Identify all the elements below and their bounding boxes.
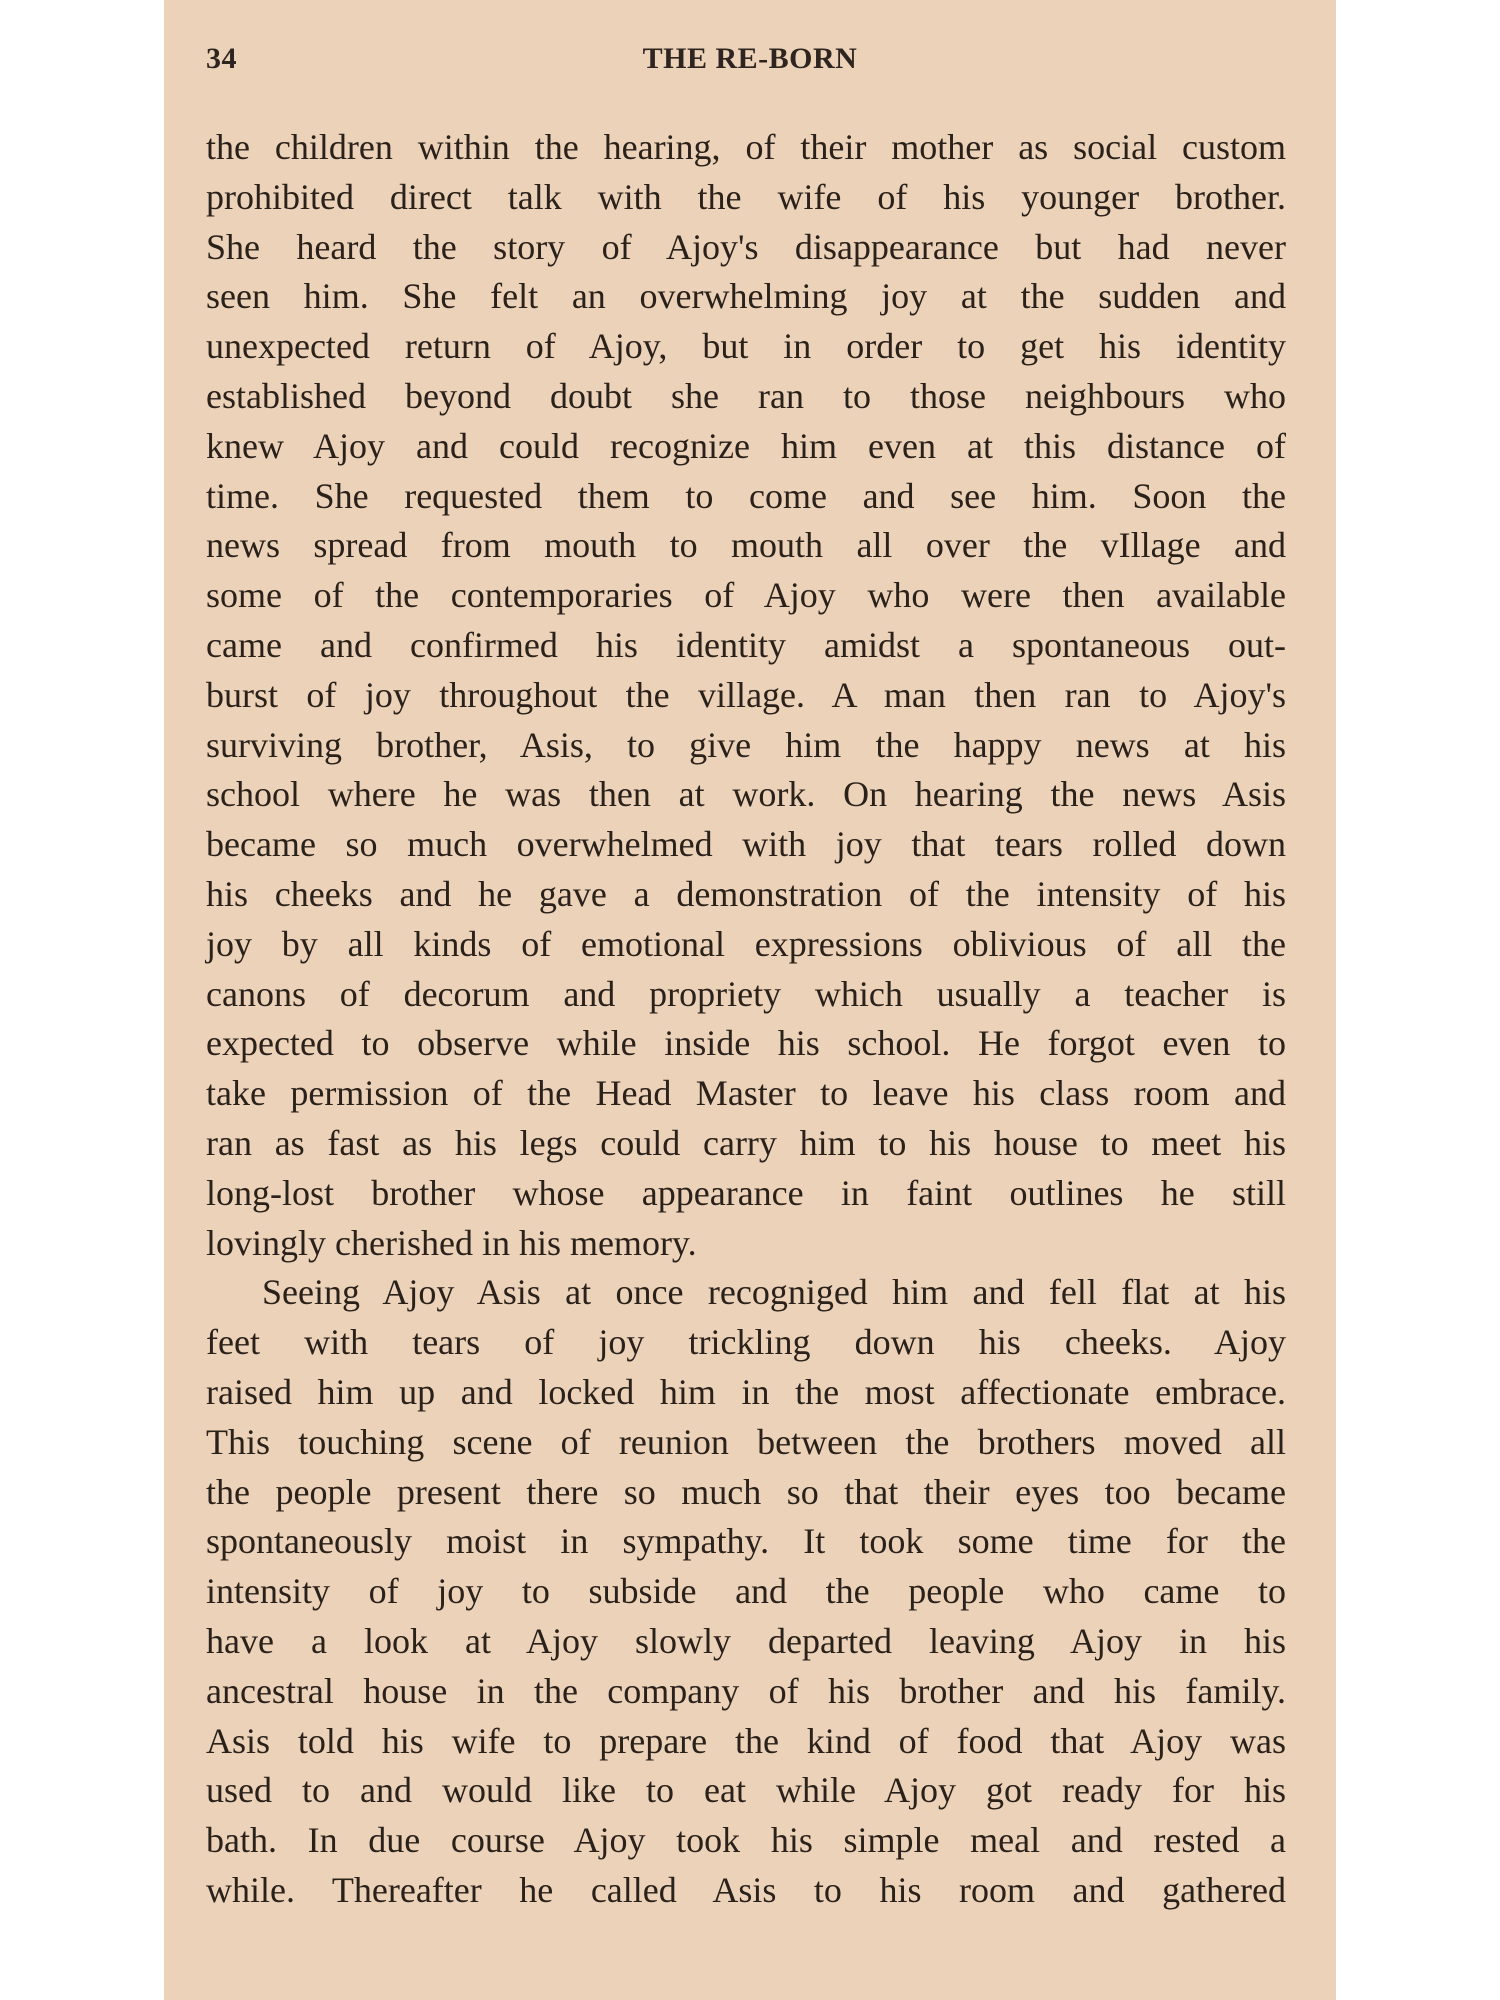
- text-line: his cheeks and he gave a demonstration of the intensity of his: [206, 873, 1286, 914]
- text-line: seen him. She felt an overwhelming joy at the sudden and: [206, 276, 1286, 317]
- text-line: take permission of the Head Master to leave his class room and: [206, 1073, 1286, 1114]
- body-text: [206, 123, 1286, 1916]
- text-line: established beyond doubt she ran to those neighbours who: [206, 375, 1286, 416]
- text-line: some of the contemporaries of Ajoy who were then available: [206, 575, 1286, 616]
- text-line: lovingly cherished in his memory.: [206, 1222, 697, 1263]
- text-line: joy by all kinds of emotional expressions oblivious of all the: [206, 923, 1286, 964]
- text-line: feet with tears of joy trickling down his cheeks. Ajoy: [206, 1322, 1286, 1363]
- text-line: long-lost brother whose appearance in faint outlines he still: [206, 1172, 1286, 1213]
- text-line: news spread from mouth to mouth all over the vIllage and: [206, 525, 1286, 566]
- text-line: school where he was then at work. On hearing the news Asis: [206, 774, 1286, 815]
- text-line: surviving brother, Asis, to give him the happy news at his: [206, 724, 1286, 765]
- text-line: Seeing Ajoy Asis at once recogniged him and fell flat at his: [262, 1272, 1286, 1313]
- text-line: time. She requested them to come and see him. Soon the: [206, 475, 1286, 516]
- text-line: bath. In due course Ajoy took his simple meal and rested a: [206, 1820, 1286, 1861]
- text-line: raised him up and locked him in the most affectionate embrace.: [206, 1371, 1286, 1412]
- text-line: She heard the story of Ajoy's disappearance but had never: [206, 226, 1286, 267]
- text-line: burst of joy throughout the village. A man then ran to Ajoy's: [206, 674, 1286, 715]
- page-header: [206, 38, 1294, 86]
- page-number: 34: [206, 42, 237, 75]
- text-line: knew Ajoy and could recognize him even at this distance of: [206, 425, 1286, 466]
- text-line: used to and would like to eat while Ajoy got ready for his: [206, 1770, 1286, 1811]
- text-line: intensity of joy to subside and the people who came to: [206, 1571, 1286, 1612]
- text-line: prohibited direct talk with the wife of his younger brother.: [206, 176, 1286, 217]
- text-line: ancestral house in the company of his brother and his family.: [206, 1670, 1286, 1711]
- text-line: spontaneously moist in sympathy. It took some time for the: [206, 1521, 1286, 1562]
- text-line: unexpected return of Ajoy, but in order to get his identity: [206, 326, 1286, 367]
- text-line: have a look at Ajoy slowly departed leaving Ajoy in his: [206, 1620, 1286, 1661]
- text-line: became so much overwhelmed with joy that tears rolled down: [206, 824, 1286, 865]
- text-line: expected to observe while inside his school. He forgot even to: [206, 1023, 1286, 1064]
- text-line: while. Thereafter he called Asis to his room and gathered: [206, 1869, 1286, 1910]
- text-line: came and confirmed his identity amidst a spontaneous out-: [206, 624, 1286, 665]
- text-line: canons of decorum and propriety which usually a teacher is: [206, 973, 1286, 1014]
- text-line: the children within the hearing, of their mother as social custom: [206, 127, 1286, 167]
- book-page: [164, 0, 1336, 2000]
- text-line: ran as fast as his legs could carry him to his house to meet his: [206, 1122, 1286, 1163]
- text-line: This touching scene of reunion between the brothers moved all: [206, 1421, 1286, 1462]
- text-line: Asis told his wife to prepare the kind of food that Ajoy was: [206, 1720, 1286, 1761]
- text-line: the people present there so much so that their eyes too became: [206, 1471, 1286, 1512]
- running-title: THE RE-BORN: [642, 42, 858, 75]
